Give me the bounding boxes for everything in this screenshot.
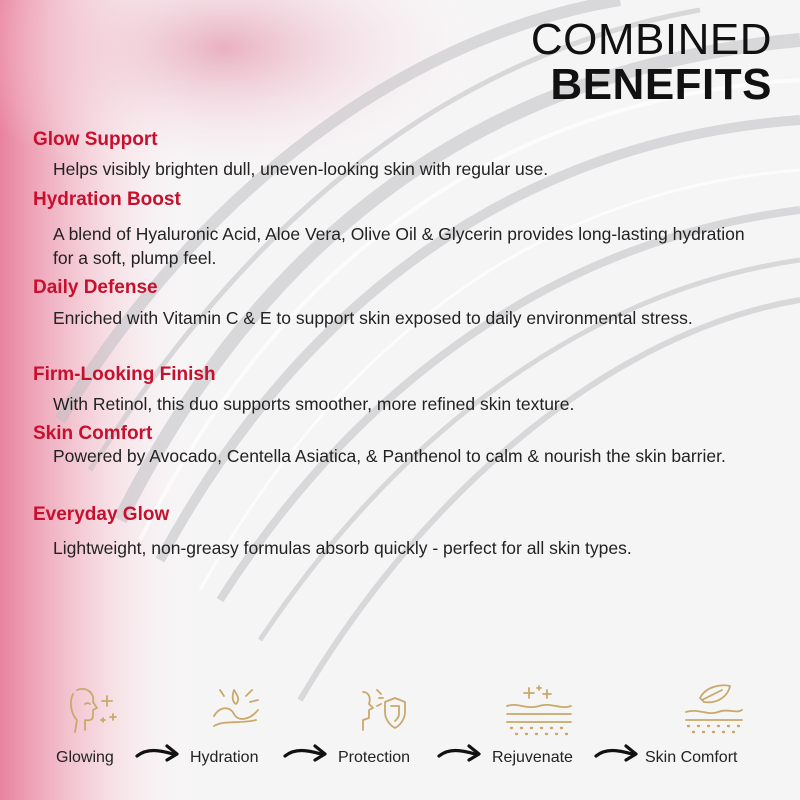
benefit-title: Glow Support — [33, 129, 158, 150]
title-line-combined: COMBINED — [530, 15, 772, 64]
benefit-text: Powered by Avocado, Centella Asiatica, & Panthenol to calm & nourish the skin barrier. — [53, 446, 726, 466]
benefit-firm-looking-finish — [33, 363, 768, 416]
step-skin-comfort — [645, 680, 773, 766]
benefit-everyday-glow — [33, 503, 673, 560]
benefit-steps-row — [0, 680, 800, 790]
benefit-text: Helps visibly brighten dull, uneven-looking skin with regular use. — [53, 159, 549, 179]
page-title — [530, 15, 772, 109]
benefit-title: Hydration Boost — [33, 189, 181, 210]
shield-face-icon — [341, 680, 411, 740]
benefit-skin-comfort — [33, 422, 768, 468]
step-rejuvenate — [479, 680, 599, 766]
skin-layers-sparkle-icon — [499, 680, 579, 740]
leaf-skin-icon — [678, 680, 748, 740]
glowing-face-icon — [55, 680, 125, 740]
benefit-text: With Retinol, this duo supports smoother, more refined skin texture. — [53, 394, 575, 414]
benefit-hydration-boost — [33, 188, 768, 270]
step-label: Rejuvenate — [492, 749, 573, 766]
benefit-text: A blend of Hyaluronic Acid, Aloe Vera, Olive Oil & Glycerin provides long-lasting hydration for a soft, plump feel. — [53, 224, 745, 268]
step-glowing — [30, 680, 150, 766]
step-label: Protection — [338, 749, 411, 766]
step-label: Hydration — [190, 749, 259, 766]
benefit-title: Everyday Glow — [33, 504, 170, 525]
arrow-icon — [135, 740, 181, 764]
benefit-title: Firm-Looking Finish — [33, 364, 216, 385]
benefit-text: Enriched with Vitamin C & E to support skin exposed to daily environmental stress. — [53, 308, 693, 328]
benefit-title: Skin Comfort — [33, 423, 153, 444]
arrow-icon — [283, 740, 329, 764]
step-label: Glowing — [56, 749, 114, 766]
water-splash-icon — [200, 680, 270, 740]
step-label: Skin Comfort — [645, 749, 738, 766]
benefit-title: Daily Defense — [33, 277, 158, 298]
arrow-icon — [594, 740, 640, 764]
step-hydration — [175, 680, 295, 766]
arrow-icon — [437, 740, 483, 764]
benefit-daily-defense — [33, 276, 768, 330]
benefit-text: Lightweight, non-greasy formulas absorb quickly - perfect for all skin types. — [53, 538, 632, 558]
step-protection — [316, 680, 436, 766]
title-line-benefits: BENEFITS — [550, 60, 772, 109]
benefit-glow-support — [33, 128, 768, 181]
